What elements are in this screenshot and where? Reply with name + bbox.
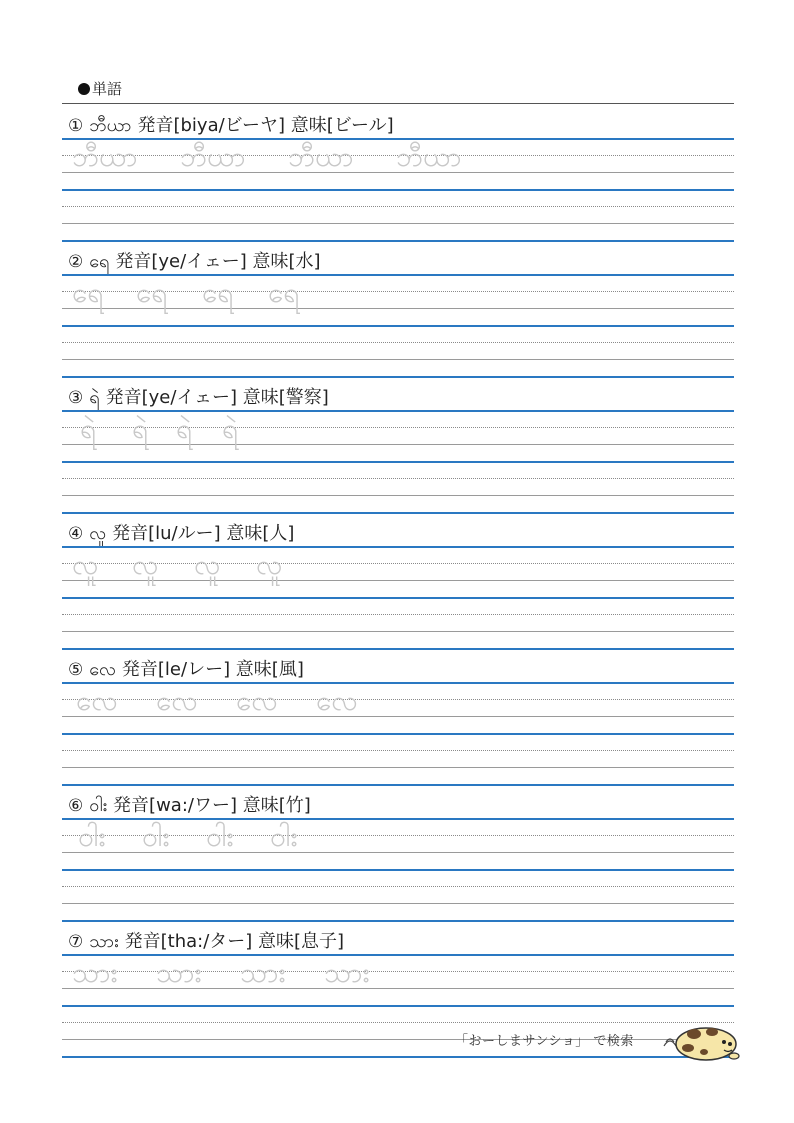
- word-section-3: [62, 376, 734, 512]
- word-label: 発音[biya/ビーヤ] 意味[ビール]: [137, 115, 394, 136]
- guide-line: [62, 903, 734, 904]
- trace-word: ရဲ: [132, 412, 149, 445]
- footer-search-hint: 「おーしまサンショ」 で検索: [455, 1034, 634, 1049]
- trace-word: ရေ: [202, 276, 234, 309]
- guide-line: [62, 869, 734, 871]
- trace-word: လေ: [316, 684, 358, 717]
- trace-word: ရဲ: [222, 412, 239, 445]
- trace-word: ရေ: [136, 276, 168, 309]
- guide-line: [62, 1022, 734, 1023]
- word-label: 発音[wa:/ワー] 意味[竹]: [113, 795, 311, 816]
- trace-word: ရဲ: [80, 412, 97, 445]
- guide-line: [62, 240, 734, 242]
- trace-word: လေ: [76, 684, 118, 717]
- word-heading: [68, 383, 329, 412]
- word-number: ④: [68, 524, 84, 544]
- guide-line: [62, 767, 734, 768]
- guide-line: [62, 461, 734, 463]
- trace-word: ရဲ: [176, 412, 193, 445]
- word-heading: [68, 519, 294, 548]
- guide-line: [62, 546, 734, 548]
- word-number: ⑥: [68, 796, 84, 816]
- trace-word: လူ: [194, 548, 221, 581]
- trace-word: ဘီယာ: [180, 140, 246, 173]
- guide-line: [62, 325, 734, 327]
- trace-word: သား: [72, 956, 118, 989]
- word-number: ①: [68, 116, 84, 136]
- trace-word: လေ: [156, 684, 198, 717]
- word-myanmar: ရဲ: [89, 387, 100, 408]
- guide-line: [62, 563, 734, 564]
- trace-word: သား: [324, 956, 370, 989]
- word-heading: [68, 927, 344, 956]
- guide-line: [62, 580, 734, 581]
- guide-line: [62, 410, 734, 412]
- word-label: 発音[tha:/ター] 意味[息子]: [124, 931, 345, 952]
- trace-word: ရေ: [268, 276, 300, 309]
- word-section-2: [62, 240, 734, 376]
- guide-line: [62, 444, 734, 445]
- trace-word: သား: [156, 956, 202, 989]
- word-number: ③: [68, 388, 84, 408]
- word-heading: [68, 791, 311, 820]
- guide-line: [62, 206, 734, 207]
- trace-word: ဘီယာ: [72, 140, 138, 173]
- trace-word: သား: [240, 956, 286, 989]
- trace-word: ဘီယာ: [396, 140, 462, 173]
- word-heading: [68, 655, 304, 684]
- bullet-icon: [78, 83, 90, 95]
- word-number: ⑤: [68, 660, 84, 680]
- word-label: 発音[lu/ルー] 意味[人]: [112, 523, 295, 544]
- page-title: [78, 78, 122, 99]
- guide-line: [62, 886, 734, 887]
- guide-line: [62, 512, 734, 514]
- word-myanmar: ဘီယာ: [89, 115, 132, 136]
- trace-word: ဝါး: [142, 820, 170, 853]
- guide-line: [62, 597, 734, 599]
- guide-line: [62, 750, 734, 751]
- word-section-4: [62, 512, 734, 648]
- word-myanmar: သား: [89, 931, 119, 952]
- trace-word: ဝါး: [270, 820, 298, 853]
- guide-line: [62, 648, 734, 650]
- trace-word: ဘီယာ: [288, 140, 354, 173]
- guide-line: [62, 920, 734, 922]
- word-number: ②: [68, 252, 84, 272]
- guide-line: [62, 189, 734, 191]
- word-section-5: [62, 648, 734, 784]
- trace-word: ရေ: [72, 276, 104, 309]
- guide-line: [62, 478, 734, 479]
- guide-line: [62, 733, 734, 735]
- guide-line: [62, 342, 734, 343]
- trace-word: လူ: [72, 548, 99, 581]
- guide-line: [62, 1056, 734, 1058]
- word-number: ⑦: [68, 932, 84, 952]
- word-section-6: [62, 784, 734, 920]
- word-myanmar: ရေ: [89, 251, 110, 272]
- word-heading: [68, 247, 321, 276]
- word-label: 発音[ye/イェー] 意味[警察]: [105, 387, 329, 408]
- guide-line: [62, 376, 734, 378]
- guide-line: [62, 223, 734, 224]
- word-myanmar: လေ: [89, 659, 116, 680]
- trace-word: လူ: [132, 548, 159, 581]
- guide-line: [62, 631, 734, 632]
- word-myanmar: ဝါး: [89, 795, 108, 816]
- guide-line: [62, 1005, 734, 1007]
- word-label: 発音[le/レー] 意味[風]: [121, 659, 304, 680]
- word-section-1: [62, 104, 734, 240]
- guide-line: [62, 614, 734, 615]
- word-heading: [68, 111, 394, 140]
- salamander-mascot-icon: [660, 1012, 740, 1062]
- guide-line: [62, 495, 734, 496]
- trace-word: ဝါး: [206, 820, 234, 853]
- word-myanmar: လူ: [89, 523, 107, 544]
- trace-word: လေ: [236, 684, 278, 717]
- trace-word: လူ: [256, 548, 283, 581]
- guide-line: [62, 359, 734, 360]
- trace-word: ဝါး: [78, 820, 106, 853]
- guide-line: [62, 784, 734, 786]
- word-label: 発音[ye/イェー] 意味[水]: [115, 251, 321, 272]
- page-title-text: 単語: [92, 80, 123, 98]
- guide-line: [62, 427, 734, 428]
